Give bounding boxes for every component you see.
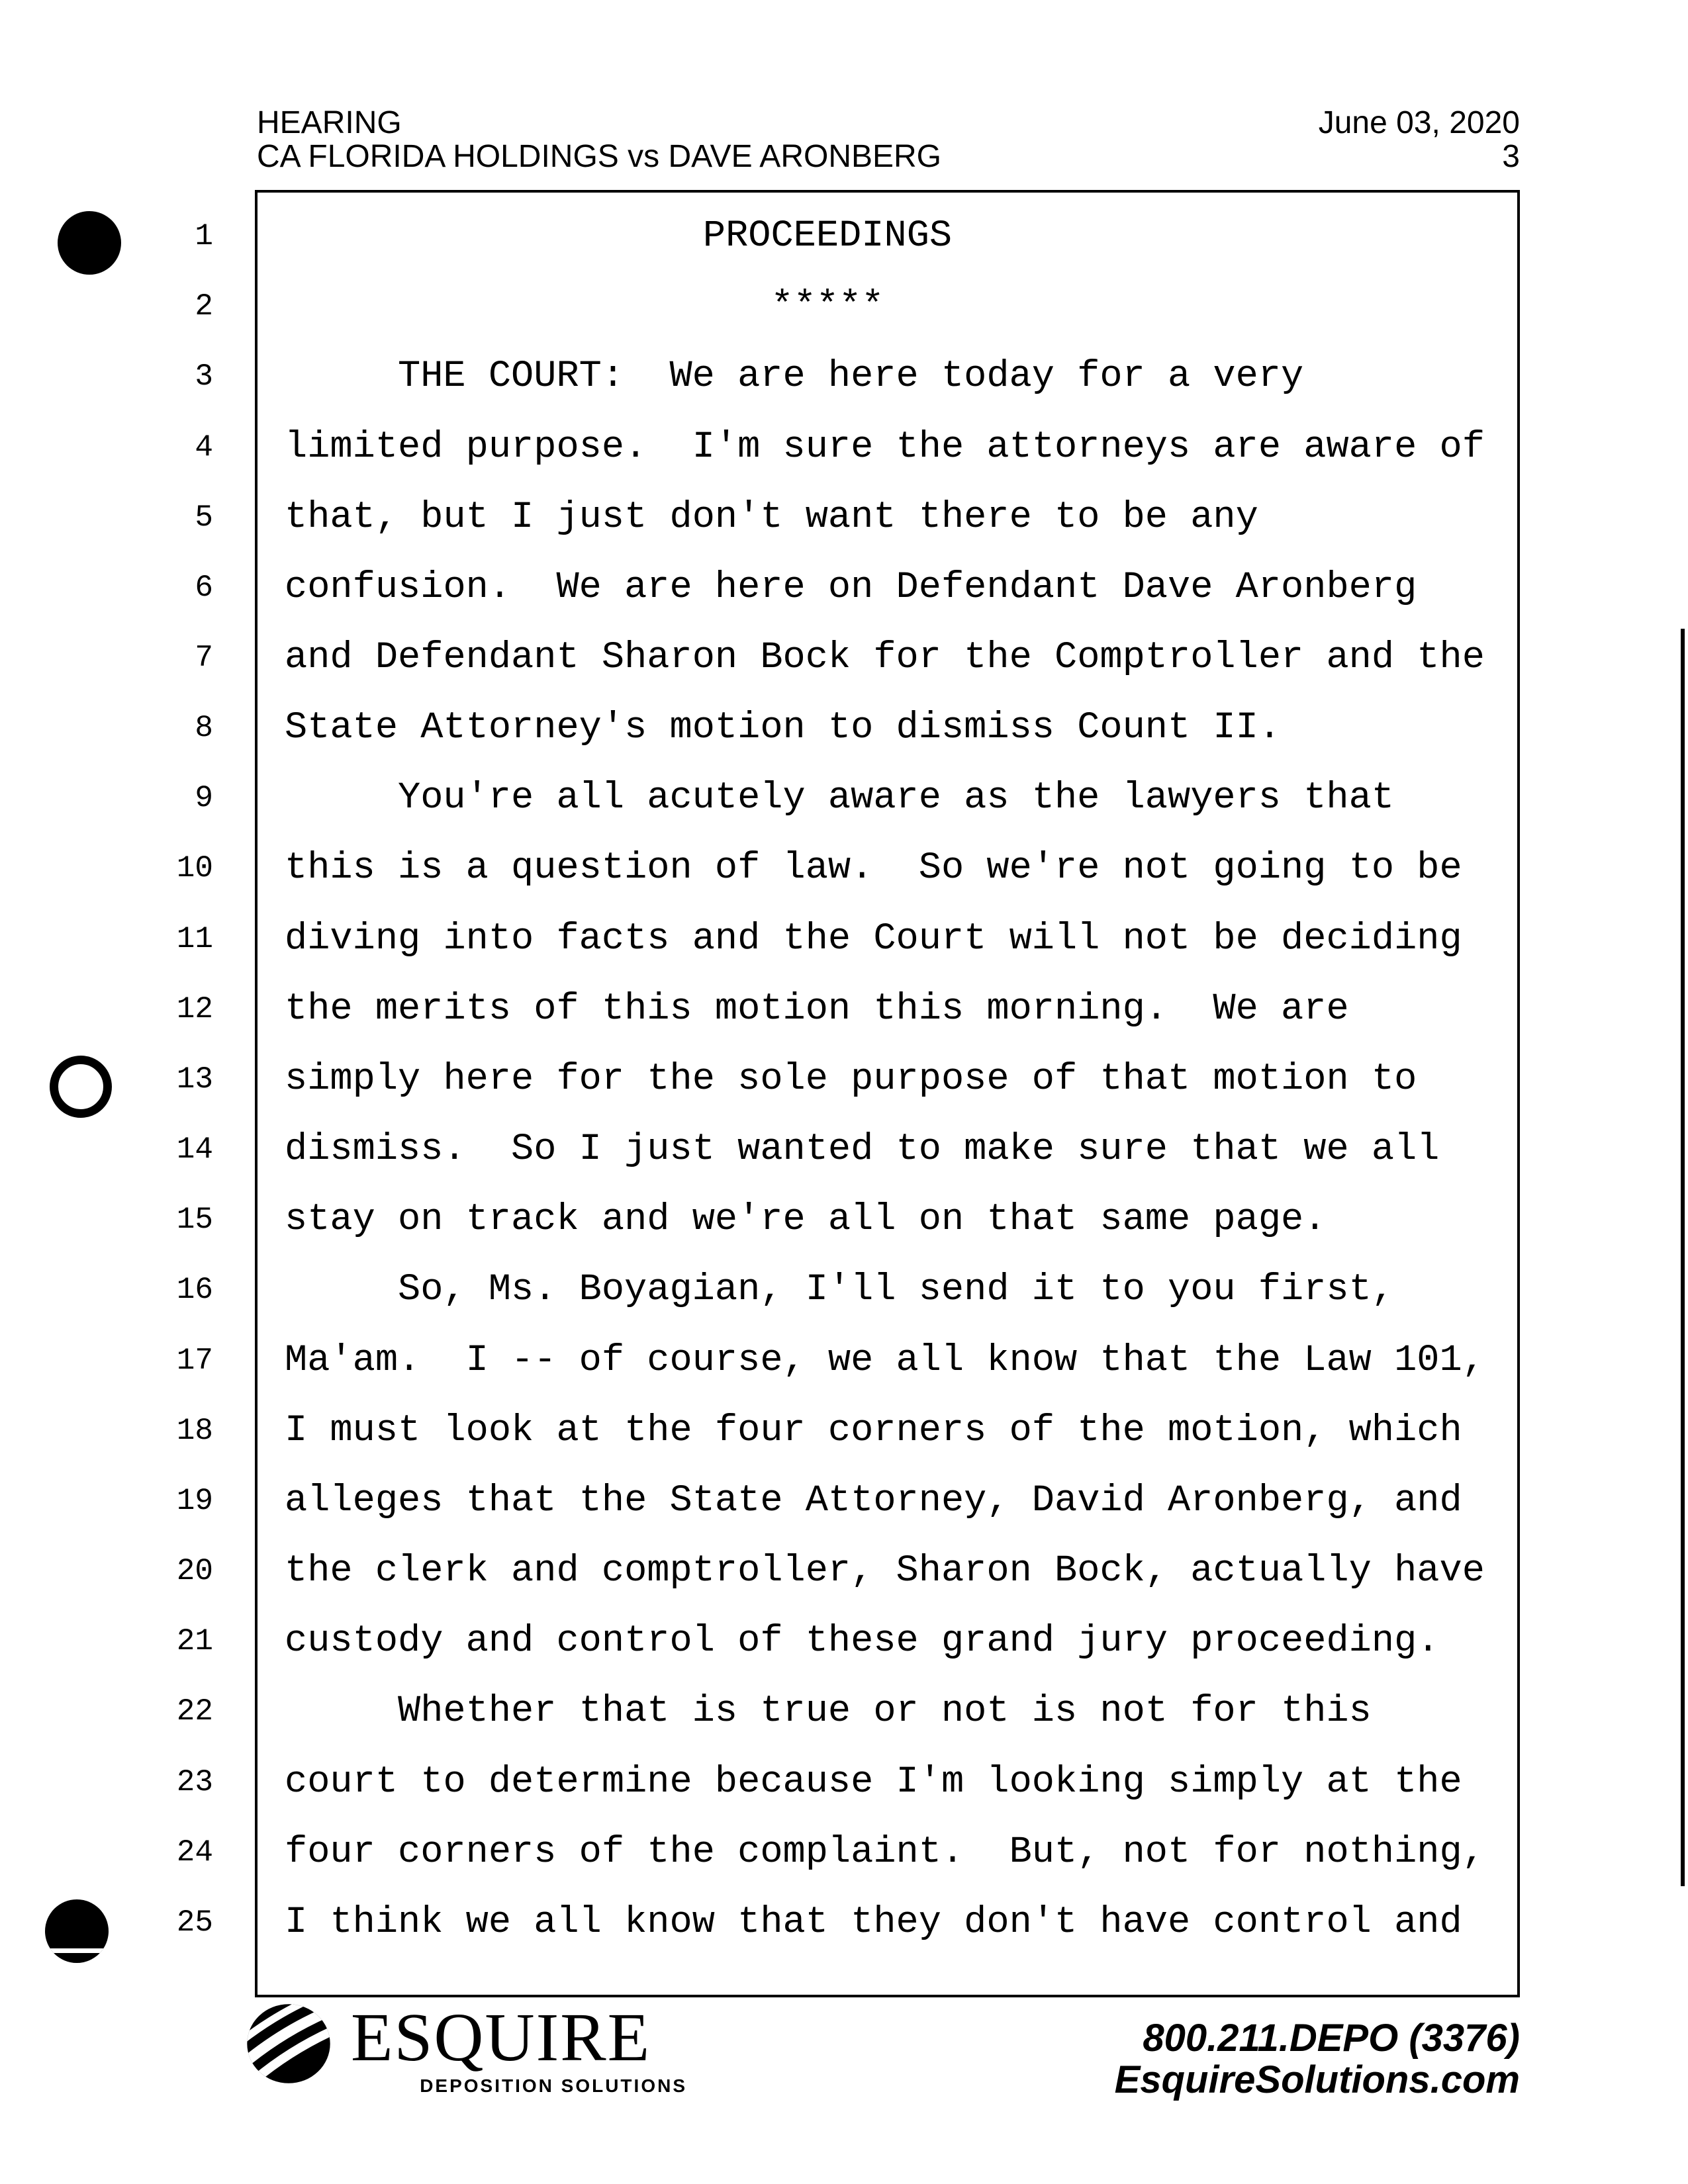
footer-contact: [1115, 2017, 1520, 2101]
transcript-line: [0, 482, 1688, 553]
transcript-line: [0, 412, 1688, 482]
line-text: simply here for the sole purpose of that motion to: [285, 1058, 1417, 1101]
line-number: 18: [176, 1413, 213, 1448]
line-text: alleges that the State Attorney, David Aronberg, and: [285, 1479, 1462, 1522]
transcript-line: [0, 1115, 1688, 1185]
line-number: 11: [176, 921, 213, 956]
line-text: four corners of the complaint. But, not for nothing,: [285, 1831, 1485, 1874]
line-number: 1: [195, 219, 213, 254]
line-text: THE COURT: We are here today for a very: [398, 355, 1304, 398]
transcript-line: [0, 693, 1688, 763]
page-number: 3: [1502, 139, 1520, 174]
line-number: 13: [176, 1062, 213, 1097]
transcript-line: [0, 1466, 1688, 1536]
line-number: 20: [176, 1554, 213, 1589]
transcript-line: [0, 1817, 1688, 1888]
line-text: Ma'am. I -- of course, we all know that the Law 101,: [285, 1339, 1485, 1382]
transcript-line: [0, 1255, 1688, 1325]
line-text: court to determine because I'm looking simply at the: [285, 1760, 1462, 1803]
line-number: 14: [176, 1132, 213, 1167]
transcript-line: [0, 553, 1688, 623]
transcript-line: [0, 1606, 1688, 1676]
transcript-line: [0, 1747, 1688, 1817]
transcript-line: [0, 1396, 1688, 1466]
transcript-line: [0, 271, 1688, 341]
line-text: this is a question of law. So we're not going to be: [285, 847, 1462, 890]
line-number: 12: [176, 991, 213, 1026]
hearing-date: June 03, 2020: [1318, 105, 1520, 140]
line-number: 17: [176, 1343, 213, 1378]
line-text: stay on track and we're all on that same page.: [285, 1199, 1327, 1242]
line-text: You're all acutely aware as the lawyers that: [398, 777, 1395, 820]
line-text: dismiss. So I just wanted to make sure that we all: [285, 1128, 1440, 1171]
line-number: 8: [195, 711, 213, 746]
line-number: 7: [195, 641, 213, 676]
line-number: 9: [195, 781, 213, 816]
line-text: I must look at the four corners of the motion, which: [285, 1409, 1462, 1452]
transcript-line: [0, 1536, 1688, 1606]
line-text: the clerk and comptroller, Sharon Bock, actually have: [285, 1550, 1485, 1593]
doc-type-label: HEARING: [257, 105, 402, 140]
line-text: State Attorney's motion to dismiss Count II.: [285, 707, 1282, 750]
transcript-line: [0, 904, 1688, 974]
line-number: 2: [195, 289, 213, 324]
line-number: 4: [195, 430, 213, 465]
line-number: 23: [176, 1764, 213, 1799]
line-number: 15: [176, 1203, 213, 1238]
line-text: Whether that is true or not is not for this: [398, 1690, 1372, 1733]
line-text: confusion. We are here on Defendant Dave Aronberg: [285, 566, 1417, 609]
line-text: So, Ms. Boyagian, I'll send it to you first,: [398, 1269, 1395, 1312]
transcript-body: [0, 201, 1688, 1958]
transcript-line: [0, 1888, 1688, 1958]
line-number: 10: [176, 851, 213, 886]
line-number: 16: [176, 1273, 213, 1308]
line-text: the merits of this motion this morning. We are: [285, 987, 1349, 1030]
header-right: [1319, 106, 1520, 173]
header-left: [257, 106, 941, 173]
esquire-logo-tagline: DEPOSITION SOLUTIONS: [420, 2075, 687, 2096]
transcript-line: [0, 623, 1688, 693]
transcript-line: [0, 1044, 1688, 1115]
line-number: 24: [176, 1835, 213, 1870]
footer-website: EsquireSolutions.com: [1114, 2058, 1520, 2101]
footer-phone: 800.211.DEPO (3376): [1143, 2017, 1520, 2060]
line-number: 21: [176, 1624, 213, 1659]
line-number: 19: [176, 1483, 213, 1518]
transcript-line: [0, 1185, 1688, 1255]
line-number: 6: [195, 570, 213, 605]
esquire-logo-text: ESQUIRE: [351, 1999, 651, 2075]
transcript-line: [0, 201, 1688, 271]
line-number: 25: [176, 1905, 213, 1940]
case-title: CA FLORIDA HOLDINGS vs DAVE ARONBERG: [257, 139, 942, 174]
transcript-line: [0, 833, 1688, 903]
line-text: limited purpose. I'm sure the attorneys are aware of: [285, 426, 1485, 469]
transcript-line: [0, 341, 1688, 412]
esquire-globe-icon: [246, 2003, 331, 2084]
line-number: 5: [195, 500, 213, 535]
transcript-line: [0, 1326, 1688, 1396]
line-text: custody and control of these grand jury proceeding.: [285, 1620, 1440, 1663]
line-text: and Defendant Sharon Bock for the Comptroller and the: [285, 637, 1485, 680]
transcript-line: [0, 763, 1688, 833]
line-text: that, but I just don't want there to be any: [285, 496, 1258, 539]
line-text: *****: [771, 285, 884, 328]
line-text: diving into facts and the Court will not be deciding: [285, 917, 1462, 960]
line-text: I think we all know that they don't have control and: [285, 1901, 1462, 1944]
transcript-line: [0, 1676, 1688, 1747]
line-number: 22: [176, 1694, 213, 1729]
line-number: 3: [195, 359, 213, 394]
line-text: PROCEEDINGS: [702, 215, 953, 258]
transcript-line: [0, 974, 1688, 1044]
